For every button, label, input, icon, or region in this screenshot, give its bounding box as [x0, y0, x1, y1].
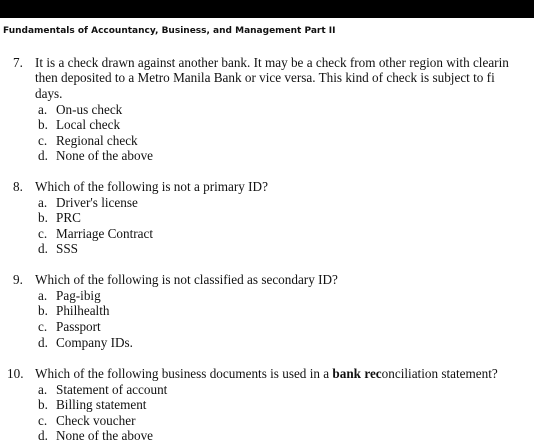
- choice-letter: d.: [38, 428, 48, 443]
- choice-text: Philhealth: [56, 303, 110, 318]
- choice-letter: a.: [38, 382, 48, 397]
- choice-letter: d.: [38, 241, 48, 256]
- choice-letter: a.: [38, 195, 48, 210]
- choice-text: On-us check: [56, 102, 123, 117]
- question-text-part: onciliation statement?: [381, 366, 498, 381]
- question-text-line: [35, 366, 498, 381]
- choice-letter: c.: [38, 319, 48, 334]
- choice-text: Driver's license: [56, 195, 138, 210]
- choice-letter: b.: [38, 397, 48, 412]
- choice-letter: c.: [38, 133, 48, 148]
- choice-text: PRC: [56, 210, 81, 225]
- choice-text: Billing statement: [56, 397, 147, 412]
- question-text-line: It is a check drawn against another bank. It may be a check from other region with clearin: [35, 55, 509, 70]
- choice-text: Check voucher: [56, 413, 136, 428]
- question-number: 10.: [7, 366, 24, 381]
- choice-text: None of the above: [56, 148, 154, 163]
- choice-text: Marriage Contract: [56, 226, 154, 241]
- choice-text: Pag-ibig: [56, 288, 101, 303]
- choice-text: Local check: [56, 117, 121, 132]
- choice-letter: a.: [38, 288, 48, 303]
- choice-letter: d.: [38, 148, 48, 163]
- question-text-bold: rec: [364, 366, 382, 381]
- question-text-line: days.: [35, 86, 63, 101]
- choice-text: None of the above: [56, 428, 154, 443]
- question-text-line: Which of the following is not classified as secondary ID?: [35, 272, 338, 287]
- choice-text: Statement of account: [56, 382, 168, 397]
- choice-letter: b.: [38, 210, 48, 225]
- choice-text: Company IDs.: [56, 335, 133, 350]
- choice-text: Passport: [56, 319, 101, 334]
- question-number: 9.: [13, 272, 23, 287]
- choice-letter: a.: [38, 102, 48, 117]
- question-text-line: then deposited to a Metro Manila Bank or vice versa. This kind of check is subject to fi: [35, 70, 495, 85]
- choice-text: Regional check: [56, 133, 138, 148]
- question-number: 8.: [13, 179, 23, 194]
- choice-text: SSS: [56, 241, 79, 256]
- question-text-bold: bank: [332, 366, 362, 381]
- choice-letter: c.: [38, 413, 48, 428]
- question-text-line: Which of the following is not a primary ID?: [35, 179, 268, 194]
- question-text-part: Which of the following business documents is used in a: [35, 366, 333, 381]
- page-header-title: Fundamentals of Accountancy, Business, and Management Part II: [3, 26, 336, 36]
- choice-letter: c.: [38, 226, 48, 241]
- choice-letter: b.: [38, 117, 48, 132]
- choice-letter: d.: [38, 335, 48, 350]
- choice-letter: b.: [38, 303, 48, 318]
- question-number: 7.: [13, 55, 23, 70]
